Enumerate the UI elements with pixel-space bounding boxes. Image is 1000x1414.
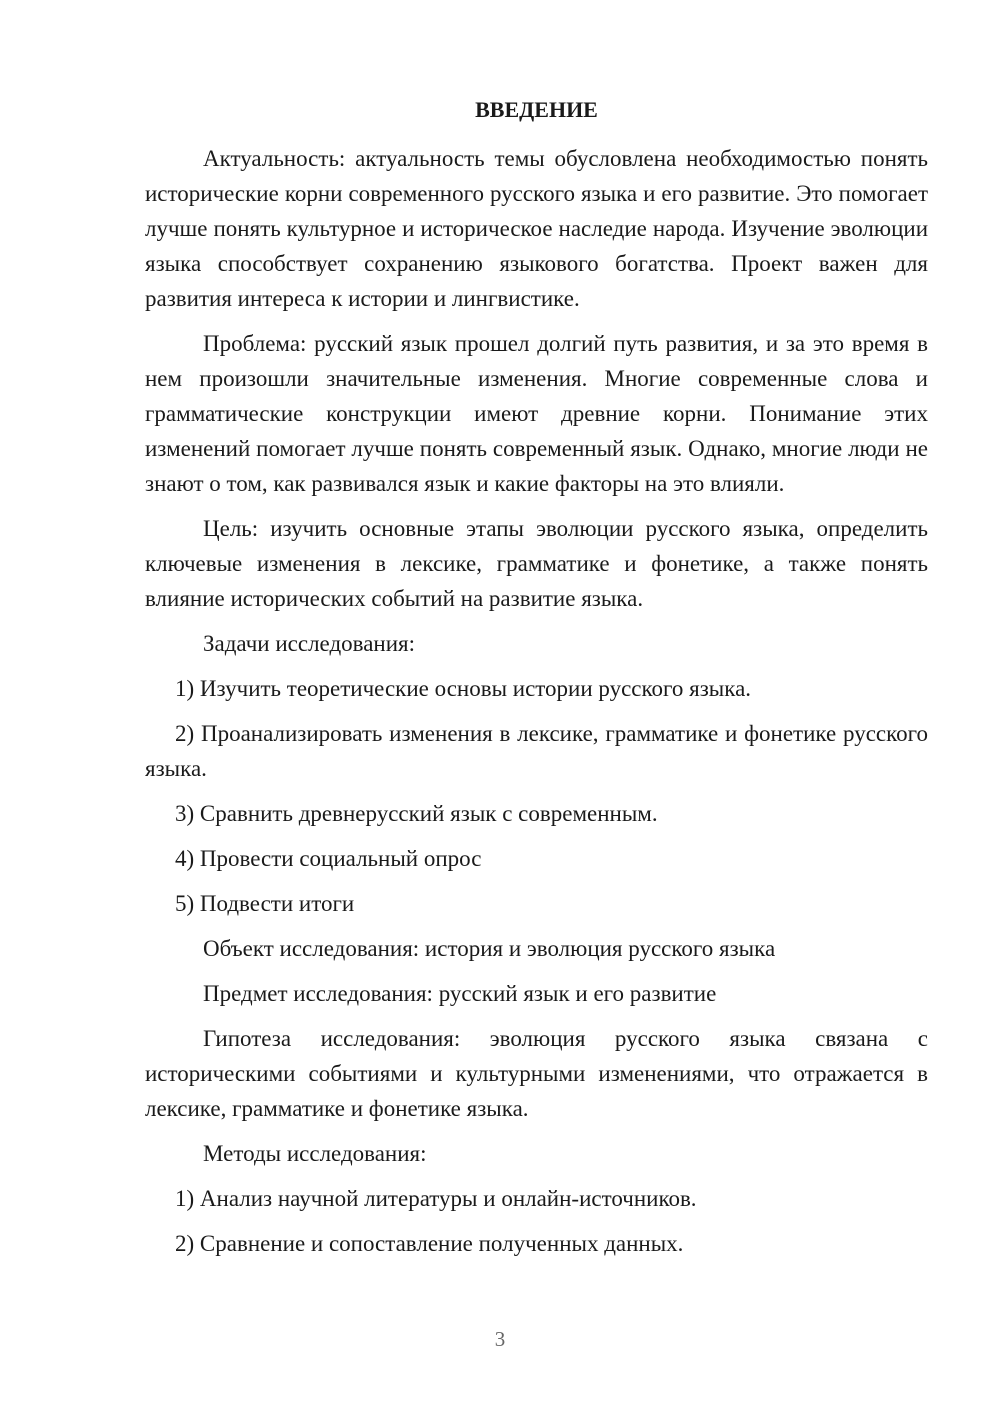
task-item: 4) Провести социальный опрос [175,846,482,871]
section-title: ВВЕДЕНИЕ [475,97,598,122]
tasks-heading: Задачи исследования: [203,631,416,656]
object-line: Объект исследования: история и эволюция русского языка [203,936,776,961]
task-item: 1) Изучить теоретические основы истории русского языка. [175,676,752,701]
problem-paragraph: Проблема: русский язык прошел долгий путь развития, и за это время в нем произошли значительные изменения. Многие современные слова и грамматические конструкции имеют древние корни. Понимание этих изменений помогает лучше понять современный язык. Однако, многие люди не знают о том, как развивался язык и какие факторы на это влияли. [145,331,928,496]
method-item: 1) Анализ научной литературы и онлайн-источников. [175,1186,697,1211]
task-item: 2) Проанализировать изменения в лексике, грамматике и фонетике русского языка. [145,721,928,781]
goal-paragraph: Цель: изучить основные этапы эволюции русского языка, определить ключевые изменения в лексике, грамматике и фонетике, а также понять влияние исторических событий на развитие языка. [145,516,928,611]
method-item: 2) Сравнение и сопоставление полученных данных. [175,1231,684,1256]
hypothesis-paragraph: Гипотеза исследования: эволюция русского языка связана с историческими событиями и культурными изменениями, что отражается в лексике, грамматике и фонетике языка. [145,1026,928,1121]
relevance-paragraph: Актуальность: актуальность темы обусловлена необходимостью понять исторические корни современного русского языка и его развитие. Это помогает лучше понять культурное и историческое наследие народа. Изучение эволюции языка способствует сохранению языкового богатства. Проект важен для развития интереса к истории и лингвистике. [145,146,928,311]
subject-line: Предмет исследования: русский язык и его развитие [203,981,717,1006]
task-item: 3) Сравнить древнерусский язык с современным. [175,801,658,826]
task-item: 5) Подвести итоги [175,891,355,916]
methods-heading: Методы исследования: [203,1141,427,1166]
document-page [145,95,928,1271]
page-number: 3 [494,1327,506,1351]
